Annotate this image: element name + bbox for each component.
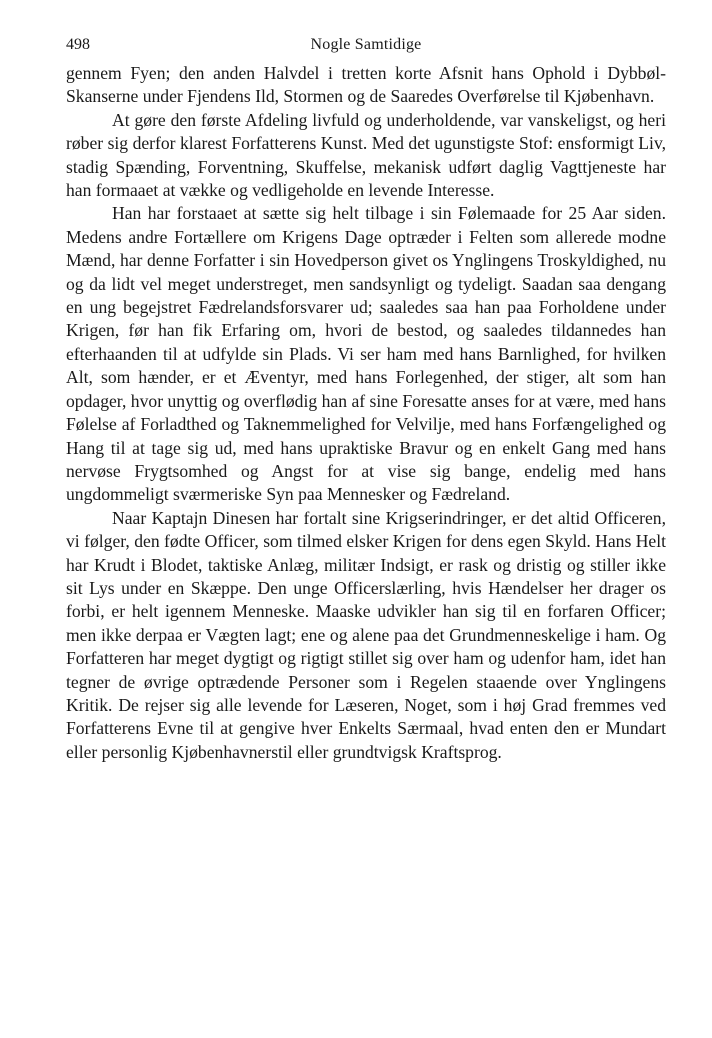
paragraph: Han har forstaaet at sætte sig helt tilbage i sin Følemaade for 25 Aar siden. Medens andre Fortællere om Krigens Dage optræder i Felten som allerede modne Mænd, har denne Forfatter i sin Hovedperson givet os Ynglingens Troskyldighed, nu og da lidt vel meget understreget, men sandsynligt og tydeligt. Saadan saa dengang en ung begejstret Fædrelandsforsvarer ud; saaledes saa han paa Forholdene under Krigen, før han fik Erfaring om, hvori de bestod, og saaledes tildannedes han efterhaanden til at udfylde sin Plads. Vi ser ham med hans Barnlighed, for hvilken Alt, som hænder, er et Æventyr, med hans Forlegenhed, der stiger, alt som han opdager, hvor unyttig og overflødig han af sine Foresatte anses for at være, med hans Følelse af Forladthed og Taknemmelighed for Velvilje, med hans Forfængelighed og Hang til at tage sig ud, med hans upraktiske Bravur og en enkelt Gang med hans nervøse Frygtsomhed og Angst for at vise sig bange, endelig med hans ungdommeligt sværmeriske Syn paa Mennesker og Fædreland. (66, 203, 666, 505)
running-title: Nogle Samtidige (310, 36, 422, 53)
body-text (66, 62, 666, 764)
book-page (66, 30, 666, 764)
paragraph: Naar Kaptajn Dinesen har fortalt sine Krigserindringer, er det altid Officeren, vi følger, den fødte Officer, som tilmed elsker Krigen for dens egen Skyld. Hans Helt har Krudt i Blodet, taktiske Anlæg, militær Indsigt, er rask og dristig og stiller ikke sit Lys under en Skæppe. Den unge Officerslærling, hvis Hændelser her drager os forbi, er helt igennem Menneske. Maaske udvikler han sig til en forfaren Officer; men ikke derpaa er Vægten lagt; ene og alene paa det Grundmenneskelige i ham. Og Forfatteren har meget dygtigt og rigtigt stillet sig over ham og udenfor ham, idet han tegner de øvrige optrædende Personer som i Regelen staaende over Ynglingens Kritik. De rejser sig alle levende for Læseren, Noget, som i høj Grad fremmes ved Forfatterens Evne til at gengive hver Enkelts Særmaal, hvad enten den er Mundart eller personlig Kjøbenhavnerstil eller grundtvigsk Kraftsprog. (66, 507, 666, 762)
paragraph: At gøre den første Afdeling livfuld og underholdende, var vanskeligst, og heri røber sig derfor klarest Forfatterens Kunst. Med det ugunstigste Stof: ensformigt Liv, stadig Spænding, Forventning, Skuffelse, mekanisk udført daglig Vagttjeneste har han formaaet at vække og vedligeholde en levende Interesse. (66, 109, 666, 201)
running-head (66, 30, 666, 62)
page-number: 498 (66, 36, 90, 53)
paragraph-continued: gennem Fyen; den anden Halvdel i tretten korte Afsnit hans Ophold i Dybbøl-Skanserne under Fjendens Ild, Stormen og de Saaredes Overførelse til Kjøbenhavn. (66, 63, 666, 107)
